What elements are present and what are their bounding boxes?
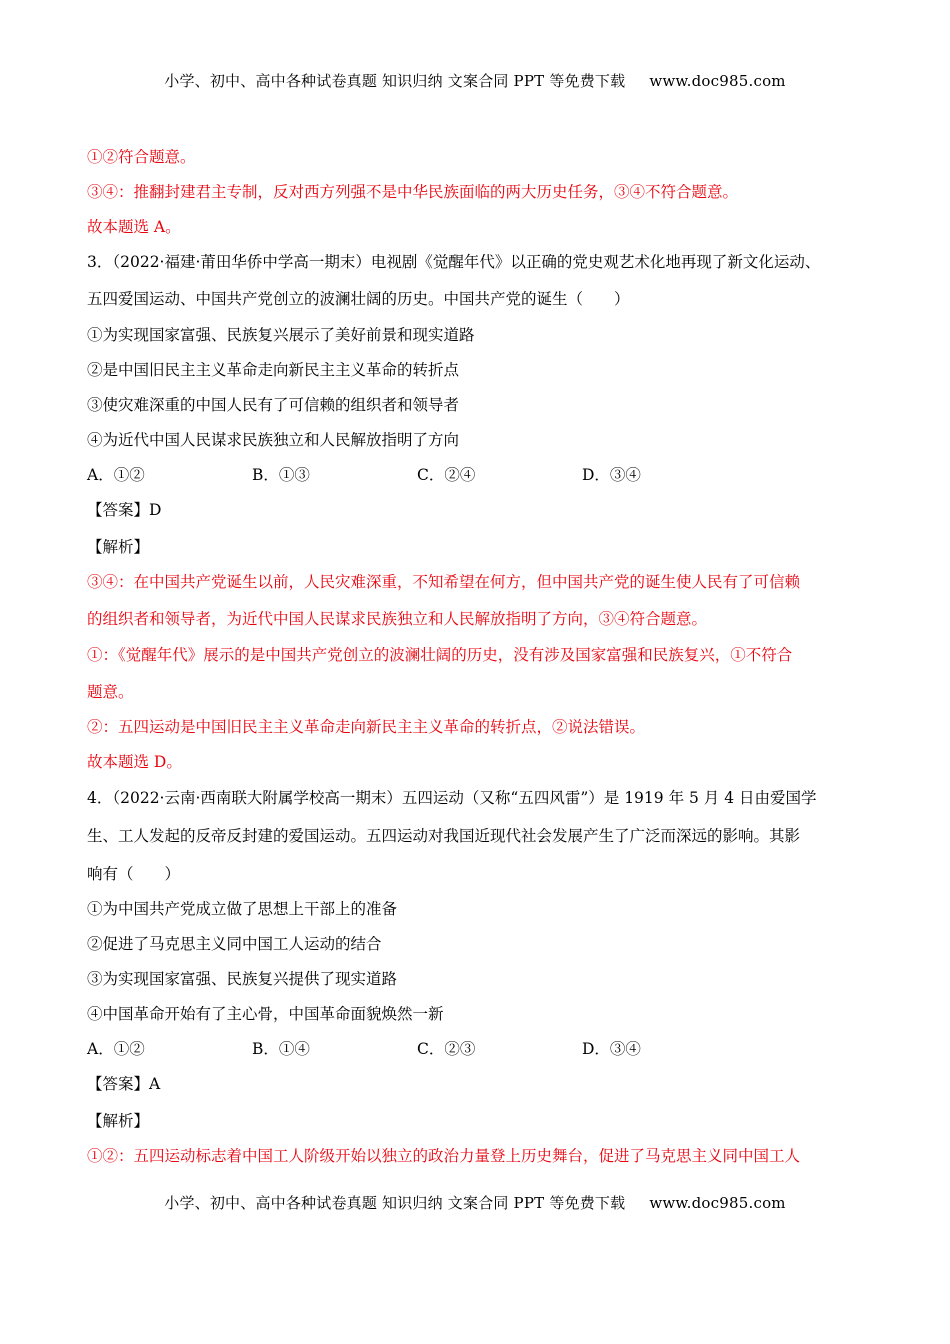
q4-item: ④中国革命开始有了主心骨，中国革命面貌焕然一新 [87,1005,444,1023]
prev-analysis-line: ①②符合题意。 [87,148,196,166]
q4-analysis-title: 【解析】 [87,1112,150,1130]
q3-option-a: A．①② [87,466,145,484]
q4-item: ①为中国共产党成立做了思想上干部上的准备 [87,900,398,918]
q3-analysis-line: 的组织者和领导者，为近代中国人民谋求民族独立和人民解放指明了方向，③④符合题意。 [87,610,708,628]
footer-url[interactable]: www.doc985.com [649,1194,786,1212]
prev-analysis-line: ③④：推翻封建君主专制，反对西方列强不是中华民族面临的两大历史任务，③④不符合题意。 [87,183,739,201]
q3-analysis-line: ②：五四运动是中国旧民主主义革命走向新民主主义革命的转折点，②说法错误。 [87,718,646,736]
prev-conclusion: 故本题选 A。 [87,218,181,236]
q3-item: ②是中国旧民主主义革命走向新民主主义革命的转折点 [87,361,460,379]
page-header [0,70,950,91]
q4-analysis-line: ①②：五四运动标志着中国工人阶级开始以独立的政治力量登上历史舞台，促进了马克思主义同中国工人 [87,1147,801,1165]
header-text: 小学、初中、高中各种试卷真题 知识归纳 文案合同 PPT 等免费下载 [164,72,626,90]
page-footer [0,1192,950,1213]
q3-answer: 【答案】D [87,501,162,519]
q4-option-d: D．③④ [582,1040,641,1058]
q4-option-a: A．①② [87,1040,145,1058]
q4-item: ③为实现国家富强、民族复兴提供了现实道路 [87,970,398,988]
q3-item: ④为近代中国人民谋求民族独立和人民解放指明了方向 [87,431,460,449]
q4-stem: 生、工人发起的反帝反封建的爱国运动。五四运动对我国近现代社会发展产生了广泛而深远的影响。其影 [87,827,801,845]
q4-stem: 响有（ ） [87,865,181,883]
q3-item: ③使灾难深重的中国人民有了可信赖的组织者和领导者 [87,396,460,414]
q3-stem: 3．（2022·福建·莆田华侨中学高一期末）电视剧《觉醒年代》以正确的党史观艺术化地再现了新文化运动、 [87,253,821,271]
q3-option-c: C．②④ [417,466,476,484]
q3-analysis-line: ③④：在中国共产党诞生以前，人民灾难深重，不知希望在何方，但中国共产党的诞生使人民有了可信赖 [87,573,801,591]
q4-stem: 4．（2022·云南·西南联大附属学校高一期末）五四运动（又称“五四风雷”）是 1919 年 5 月 4 日由爱国学 [87,789,817,807]
q3-stem: 五四爱国运动、中国共产党创立的波澜壮阔的历史。中国共产党的诞生（ ） [87,290,630,308]
q3-option-b: B．①③ [252,466,310,484]
q4-answer: 【答案】A [87,1075,161,1093]
header-url[interactable]: www.doc985.com [649,72,786,90]
q3-conclusion: 故本题选 D。 [87,753,182,771]
q3-analysis-line: 题意。 [87,683,134,701]
q3-analysis-title: 【解析】 [87,538,150,556]
q3-item: ①为实现国家富强、民族复兴展示了美好前景和现实道路 [87,326,475,344]
footer-text: 小学、初中、高中各种试卷真题 知识归纳 文案合同 PPT 等免费下载 [164,1194,626,1212]
q4-option-b: B．①④ [252,1040,310,1058]
q3-analysis-line: ①：《觉醒年代》展示的是中国共产党创立的波澜壮阔的历史，没有涉及国家富强和民族复兴，①不符合 [87,646,793,664]
q3-option-d: D．③④ [582,466,641,484]
q4-option-c: C．②③ [417,1040,476,1058]
q4-item: ②促进了马克思主义同中国工人运动的结合 [87,935,382,953]
